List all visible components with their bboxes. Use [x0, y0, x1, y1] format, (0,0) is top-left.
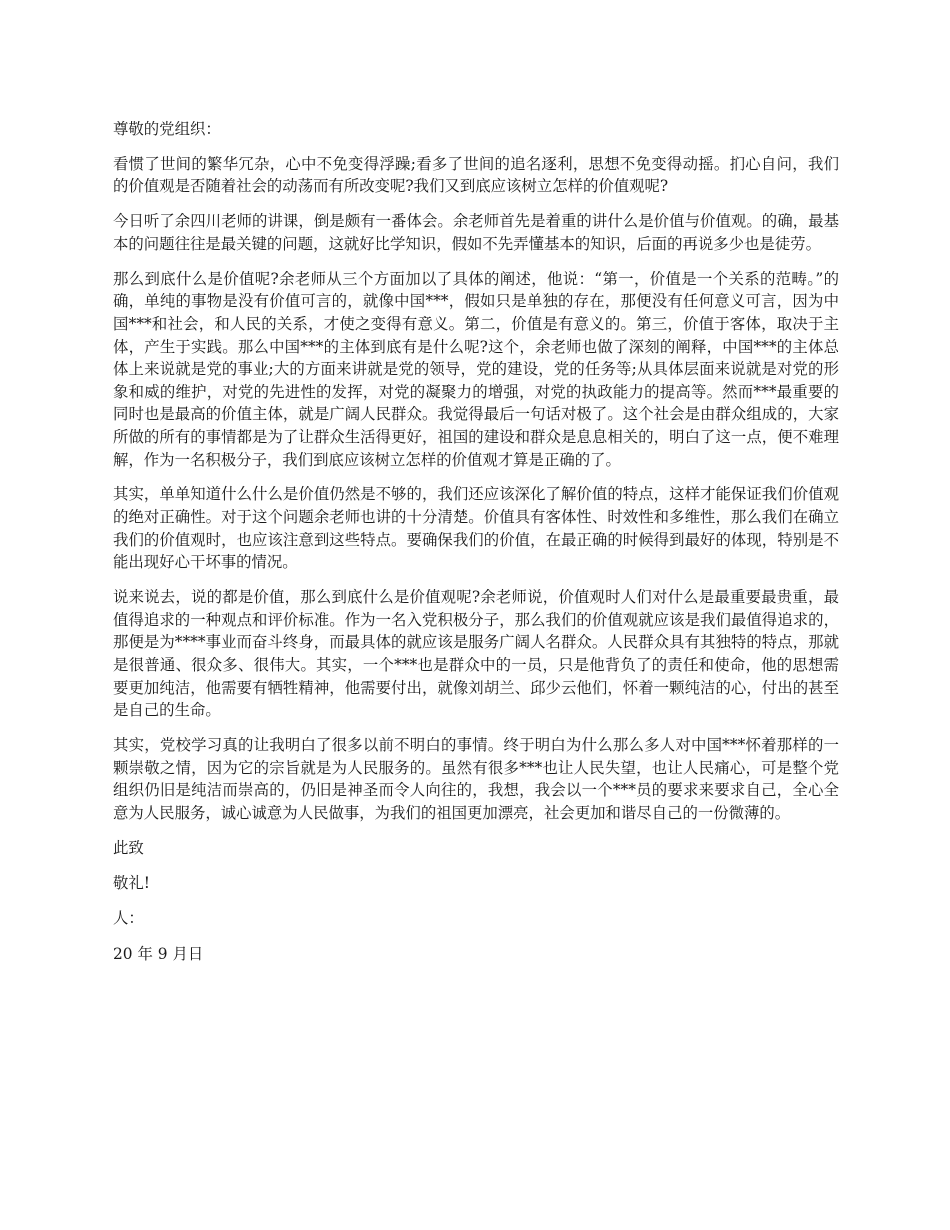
- letter-paragraph: 说来说去，说的都是价值，那么到底什么是价值观呢?余老师说，价值观时人们对什么是最重要最贵重，最值得追求的一种观点和评价标准。作为一名入党积极分子，那么我们的价值观就应该是我们最值得追求的，那便是为****事业而奋斗终身，而最具体的就应该是服务广阔人名群众。人民群众具有其独特的特点，那就是很普通、很众多、很伟大。其实，一个***也是群众中的一员，只是他背负了的责任和使命，他的思想需要更加纯洁，他需要有牺牲精神，他需要付出，就像刘胡兰、邱少云他们，怀着一颗纯洁的心，付出的甚至是自己的生命。: [113, 588, 839, 720]
- letter-paragraph: 其实，单单知道什么什么是价值仍然是不够的，我们还应该深化了解价值的特点，这样才能保证我们价值观的绝对正确性。对于这个问题余老师也讲的十分清楚。价值具有客体性、时效性和多维性，那么我们在确立我们的价值观时，也应该注意到这些特点。要确保我们的价值，在最正确的时候得到最好的体现，特别是不能出现好心干坏事的情况。: [113, 485, 839, 572]
- letter-paragraph: 看惯了世间的繁华冗杂，心中不免变得浮躁;看多了世间的追名逐利，思想不免变得动摇。扪心自问，我们的价值观是否随着社会的动荡而有所改变呢?我们又到底应该树立怎样的价值观呢?: [113, 154, 839, 196]
- letter-paragraph: 其实，党校学习真的让我明白了很多以前不明白的事情。终于明白为什么那么多人对中国***怀着那样的一颗崇敬之情，因为它的宗旨就是为人民服务的。虽然有很多***也让人民失望，也让人民痛心，可是整个党组织仍旧是纯洁而崇高的，仍旧是神圣而令人向往的，我想，我会以一个***员的要求来要求自己，全心全意为人民服务，诚心诚意为人民做事，为我们的祖国更加漂亮，社会更加和谐尽自己的一份微薄的。: [113, 736, 839, 822]
- letter-date: 20 年 9 月日: [113, 944, 204, 963]
- letter-page: [113, 118, 839, 978]
- letter-salutation: 尊敬的党组织：: [113, 120, 221, 138]
- letter-closing-salute: 敬礼!: [113, 874, 150, 893]
- letter-signature: 人：: [113, 909, 144, 928]
- letter-paragraph: 今日听了余四川老师的讲课，倒是颇有一番体会。余老师首先是着重的讲什么是价值与价值观。的确，最基本的问题往往是最关键的问题，这就好比学知识，假如不先弄懂基本的知识，后面的再说多少也是徒劳。: [113, 212, 839, 253]
- letter-paragraph: 那么到底什么是价值呢?余老师从三个方面加以了具体的阐述，他说：“第一，价值是一个关系的范畴。”的确，单纯的事物是没有价值可言的，就像中国***，假如只是单独的存在，那便没有任何意义可言，因为中国***和社会，和人民的关系，才使之变得有意义。第二，价值是有意义的。第三，价值于客体，取决于主体，产生于实践。那么中国***的主体到底有是什么呢?这个，余老师也做了深刻的阐释，中国***的主体总体上来说就是党的事业;大的方面来讲就是党的领导，党的建设，党的任务等;从具体层面来说就是对党的形象和威的维护，对党的先进性的发挥，对党的凝聚力的增强，对党的执政能力的提高等。然而***最重要的同时也是最高的价值主体，就是广阔人民群众。我觉得最后一句话对极了。这个社会是由群众组成的，大家所做的所有的事情都是为了让群众生活得更好，祖国的建设和群众是息息相关的，明白了这一点，便不难理解，作为一名积极分子，我们到底应该树立怎样的价值观才算是正确的了。: [113, 269, 839, 469]
- letter-closing-regards: 此致: [113, 838, 144, 857]
